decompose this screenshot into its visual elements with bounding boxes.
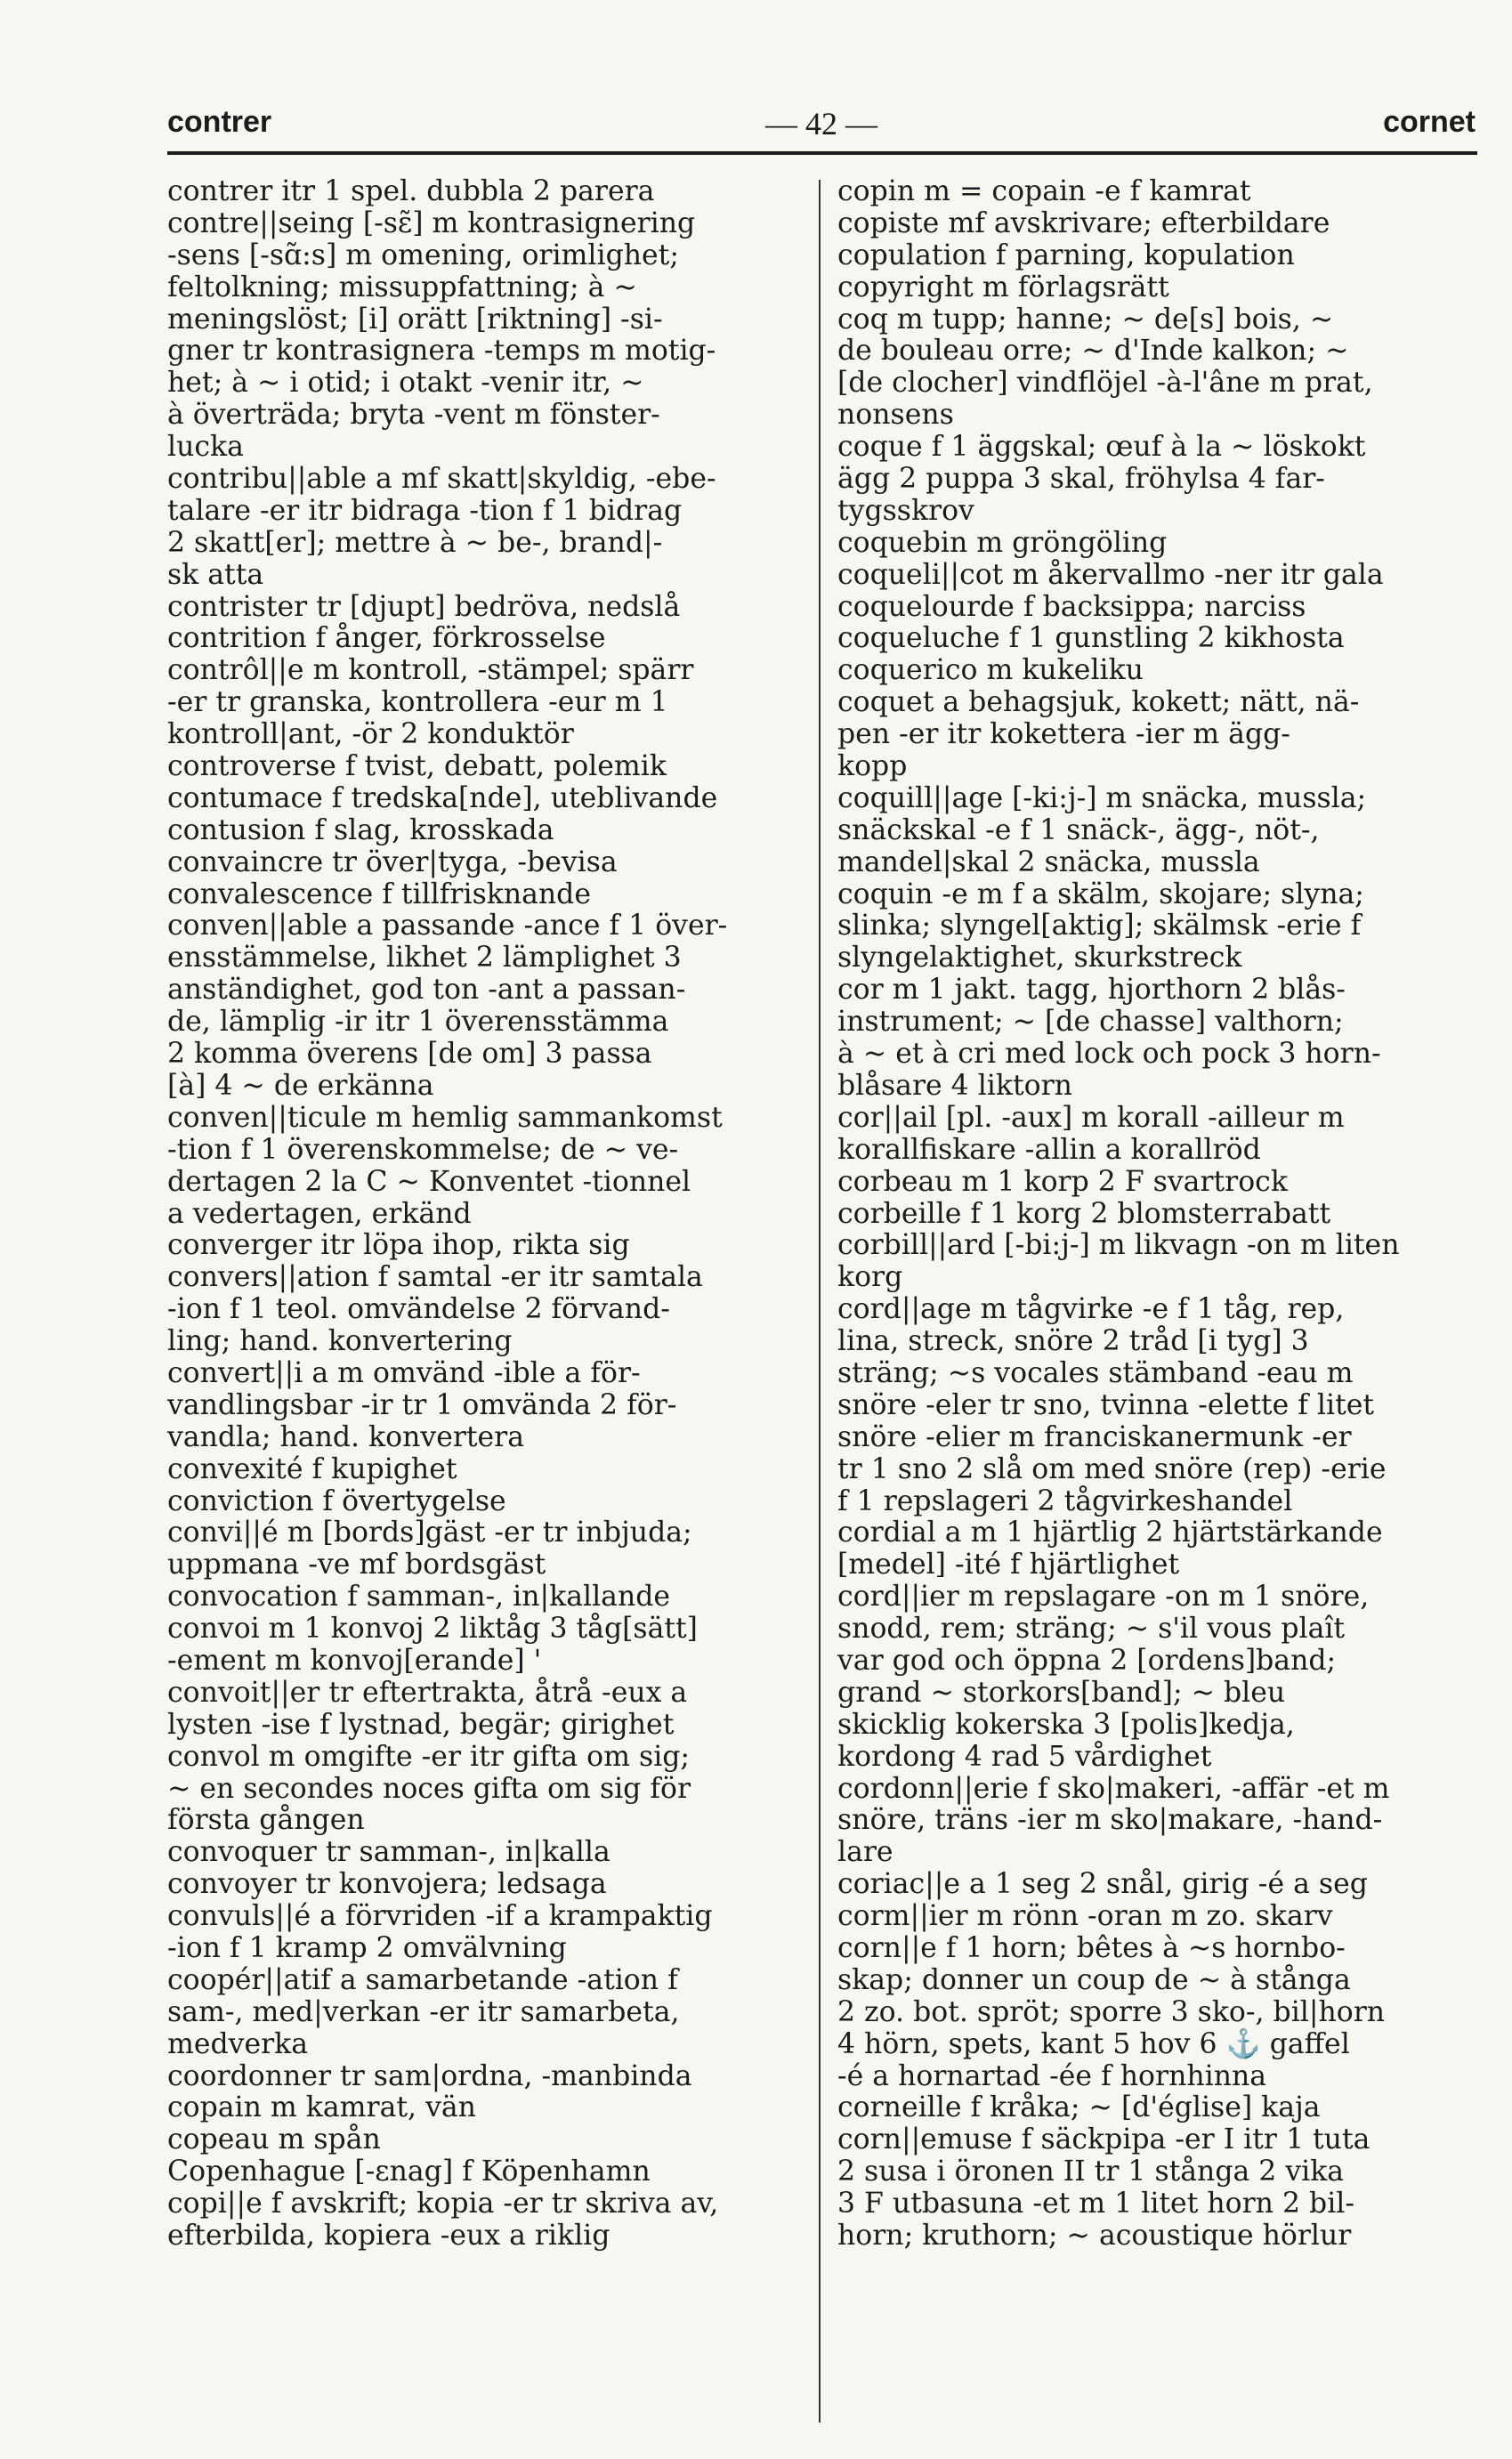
dictionary-line: coriac||e a 1 seg 2 snål, girig -é a seg (837, 1868, 1368, 1901)
dictionary-line: anständighet, god ton -ant a passan- (167, 974, 686, 1007)
dictionary-line: mandel|skal 2 snäcka, mussla (837, 845, 1260, 878)
dictionary-line: [à] 4 ~ de erkänna (167, 1069, 434, 1102)
dictionary-line: snäckskal -e f 1 snäck-, ägg-, nöt-, (837, 813, 1320, 846)
dictionary-line: -tion f 1 överenskommelse; de ~ ve- (167, 1133, 679, 1166)
dictionary-line: nonsens (837, 399, 954, 432)
dictionary-line: kopp (837, 750, 908, 783)
dictionary-line: snöre -eler tr sno, tvinna -elette f litet (837, 1388, 1375, 1421)
dictionary-line: coquelourde f backsippa; narciss (837, 590, 1306, 623)
dictionary-line: korg (837, 1261, 903, 1294)
dictionary-line: dertagen 2 la C ~ Konventet -tionnel (167, 1165, 691, 1198)
dictionary-line: coquerico m kukeliku (837, 654, 1144, 687)
dictionary-line: convoi m 1 konvoj 2 liktåg 3 tåg[sätt] (167, 1613, 698, 1646)
dictionary-line: cordial a m 1 hjärtlig 2 hjärtstärkande (837, 1517, 1383, 1549)
dictionary-line: kontroll|ant, -ör 2 konduktör (167, 718, 574, 751)
dictionary-line: coquill||age [-ki:j-] m snäcka, mussla; (837, 781, 1367, 814)
page-header (167, 105, 1476, 146)
dictionary-line: convoyer tr konvojera; ledsaga (167, 1868, 607, 1901)
dictionary-line: contrister tr [djupt] bedröva, nedslå (167, 590, 681, 623)
dictionary-line: 2 skatt[er]; mettre à ~ be-, brand|- (167, 526, 663, 559)
dictionary-line: copi||e f avskrift; kopia -er tr skriva av, (167, 2188, 719, 2220)
dictionary-line: lucka (167, 431, 244, 464)
dictionary-line: första gången (167, 1804, 365, 1837)
header-first-entry: contrer (167, 105, 272, 139)
dictionary-line: slinka; slyngel[aktig]; skälmsk -erie f (837, 910, 1362, 942)
dictionary-line: à ~ et à cri med lock och pock 3 horn- (837, 1038, 1381, 1071)
dictionary-line: ling; hand. konvertering (167, 1325, 513, 1358)
dictionary-line: 2 komma överens [de om] 3 passa (167, 1038, 652, 1071)
dictionary-line: coq m tupp; hanne; ~ de[s] bois, ~ (837, 303, 1334, 336)
dictionary-line: contrôl||e m kontroll, -stämpel; spärr (167, 654, 694, 687)
dictionary-line: coqueluche f 1 gunstling 2 kikhosta (837, 622, 1345, 655)
dictionary-line: convoit||er tr eftertrakta, åtrå -eux a (167, 1676, 688, 1709)
dictionary-line: corneille f kråka; ~ [d'église] kaja (837, 2091, 1321, 2124)
left-column (167, 176, 808, 2253)
dictionary-line: contrition f ånger, förkrosselse (167, 622, 606, 655)
dictionary-line: contre||seing [-sɛ̃] m kontrasignering (167, 206, 696, 239)
dictionary-line: coopér||atif a samarbetande -ation f (167, 1963, 678, 1996)
dictionary-line: coquin -e m f a skälm, skojare; slyna; (837, 878, 1364, 910)
dictionary-line: coquebin m gröngöling (837, 526, 1168, 559)
dictionary-line: f 1 repslageri 2 tågvirkeshandel (837, 1484, 1293, 1517)
dictionary-line: contrer itr 1 spel. dubbla 2 parera (167, 175, 655, 207)
dictionary-line: snöre, träns -ier m sko|makare, -hand- (837, 1804, 1383, 1837)
dictionary-line: -é a hornartad -ée f hornhinna (837, 2059, 1267, 2092)
dictionary-line: convalescence f tillfrisknande (167, 878, 591, 910)
dictionary-line: [medel] -ité f hjärtlighet (837, 1549, 1180, 1581)
dictionary-line: slyngelaktighet, skurkstreck (837, 942, 1242, 975)
dictionary-line: grand ~ storkors[band]; ~ bleu (837, 1676, 1286, 1709)
dictionary-line: convocation f samman-, in|kallande (167, 1581, 671, 1614)
dictionary-line: pen -er itr kokettera -ier m ägg- (837, 718, 1290, 751)
dictionary-line: lina, streck, snöre 2 tråd [i tyg] 3 (837, 1325, 1309, 1358)
dictionary-line: copulation f parning, kopulation (837, 239, 1295, 271)
dictionary-line: a vedertagen, erkänd (167, 1197, 472, 1230)
dictionary-line: convol m omgifte -er itr gifta om sig; (167, 1740, 691, 1773)
dictionary-line: sk atta (167, 558, 264, 591)
dictionary-line: -ion f 1 kramp 2 omvälvning (167, 1931, 567, 1964)
dictionary-line: snodd, rem; sträng; ~ s'il vous plaît (837, 1613, 1346, 1646)
column-divider (819, 180, 821, 2423)
dictionary-line: cordonn||erie f sko|makeri, -affär -et m (837, 1772, 1390, 1805)
dictionary-line: contribu||able a mf skatt|skyldig, -ebe- (167, 463, 716, 496)
dictionary-line: copin m = copain -e f kamrat (837, 175, 1251, 207)
dictionary-line: 2 zo. bot. spröt; sporre 3 sko-, bil|horn (837, 1995, 1386, 2028)
dictionary-line: het; à ~ i otid; i otakt -venir itr, ~ (167, 367, 644, 400)
dictionary-line: convert||i a m omvänd -ible a för- (167, 1356, 641, 1389)
dictionary-line: conviction f övertygelse (167, 1484, 506, 1517)
dictionary-line: ensstämmelse, likhet 2 lämplighet 3 (167, 942, 682, 975)
dictionary-line: medverka (167, 2027, 309, 2060)
dictionary-line: 3 F utbasuna -et m 1 litet horn 2 bil- (837, 2188, 1354, 2220)
dictionary-line: vandla; hand. konvertera (167, 1420, 525, 1453)
dictionary-line: skap; donner un coup de ~ à stånga (837, 1963, 1351, 1996)
dictionary-line: -ion f 1 teol. omvändelse 2 förvand- (167, 1293, 670, 1326)
dictionary-line: coquet a behagsjuk, kokett; nätt, nä- (837, 686, 1360, 719)
dictionary-line: convoquer tr samman-, in|kalla (167, 1836, 610, 1869)
dictionary-line: controverse f tvist, debatt, polemik (167, 750, 667, 783)
dictionary-line: lare (837, 1836, 893, 1869)
dictionary-line: contumace f tredska[nde], uteblivande (167, 781, 718, 814)
dictionary-line: converger itr löpa ihop, rikta sig (167, 1229, 630, 1262)
dictionary-line: corbeille f 1 korg 2 blomsterrabatt (837, 1197, 1331, 1230)
dictionary-line: talare -er itr bidraga -tion f 1 bidrag (167, 494, 683, 527)
dictionary-line: copyright m förlagsrätt (837, 271, 1169, 303)
header-rule (167, 151, 1477, 155)
dictionary-line: copain m kamrat, vän (167, 2091, 476, 2124)
dictionary-line: uppmana -ve mf bordsgäst (167, 1549, 546, 1581)
dictionary-line: copiste mf avskrivare; efterbildare (837, 206, 1330, 239)
dictionary-line: cor||ail [pl. -aux] m korall -ailleur m (837, 1101, 1345, 1134)
dictionary-line: de, lämplig -ir itr 1 överensstämma (167, 1006, 669, 1039)
dictionary-line: vandlingsbar -ir tr 1 omvända 2 för- (167, 1388, 677, 1421)
dictionary-line: corn||emuse f säckpipa -er I itr 1 tuta (837, 2123, 1371, 2156)
dictionary-line: conven||able a passande -ance f 1 över- (167, 910, 728, 942)
dictionary-line: corbill||ard [-bi:j-] m likvagn -on m liten (837, 1229, 1400, 1262)
dictionary-line: ägg 2 puppa 3 skal, fröhylsa 4 far- (837, 463, 1325, 496)
dictionary-line: convi||é m [bords]gäst -er tr inbjuda; (167, 1517, 692, 1549)
dictionary-line: coordonner tr sam|ordna, -manbinda (167, 2059, 692, 2092)
dictionary-line: contusion f slag, krosskada (167, 813, 554, 846)
dictionary-line: conven||ticule m hemlig sammankomst (167, 1101, 723, 1134)
dictionary-line: 4 hörn, spets, kant 5 hov 6 ⚓ gaffel (837, 2027, 1350, 2060)
dictionary-line: gner tr kontrasignera -temps m motig- (167, 335, 716, 368)
dictionary-line: Copenhague [-ɛnag] f Köpenhamn (167, 2156, 651, 2188)
dictionary-line: -ement m konvoj[erande] ' (167, 1644, 542, 1677)
dictionary-line: corm||ier m rönn -oran m zo. skarv (837, 1900, 1333, 1933)
dictionary-line: -er tr granska, kontrollera -eur m 1 (167, 686, 668, 719)
dictionary-line: var god och öppna 2 [ordens]band; (837, 1644, 1337, 1677)
dictionary-line: snöre -elier m franciskanermunk -er (837, 1420, 1352, 1453)
dictionary-line: horn; kruthorn; ~ acoustique hörlur (837, 2220, 1352, 2252)
dictionary-line: de bouleau orre; ~ d'Inde kalkon; ~ (837, 335, 1349, 368)
dictionary-line: feltolkning; missuppfattning; à ~ (167, 271, 637, 303)
dictionary-line: tygsskrov (837, 494, 974, 527)
dictionary-line: cor m 1 jakt. tagg, hjorthorn 2 blås- (837, 974, 1346, 1007)
dictionary-line: sam-, med|verkan -er itr samarbeta, (167, 1995, 680, 2028)
dictionary-line: convaincre tr över|tyga, -bevisa (167, 845, 618, 878)
header-last-entry: cornet (1383, 105, 1476, 139)
dictionary-line: kordong 4 rad 5 vårdighet (837, 1740, 1212, 1773)
dictionary-line: lysten -ise f lystnad, begär; girighet (167, 1708, 675, 1741)
dictionary-line: efterbilda, kopiera -eux a riklig (167, 2220, 610, 2252)
dictionary-line: coqueli||cot m åkervallmo -ner itr gala (837, 558, 1384, 591)
dictionary-line: corn||e f 1 horn; bêtes à ~s hornbo- (837, 1931, 1346, 1964)
dictionary-line: copeau m spån (167, 2123, 381, 2156)
dictionary-line: blåsare 4 liktorn (837, 1069, 1072, 1102)
dictionary-line: convers||ation f samtal -er itr samtala (167, 1261, 703, 1294)
dictionary-line: cord||age m tågvirke -e f 1 tåg, rep, (837, 1293, 1345, 1326)
dictionary-line: skicklig kokerska 3 [polis]kedja, (837, 1708, 1295, 1741)
dictionary-line: meningslöst; [i] orätt [riktning] -si- (167, 303, 663, 336)
dictionary-line: tr 1 sno 2 slå om med snöre (rep) -erie (837, 1452, 1387, 1485)
dictionary-line: instrument; ~ [de chasse] valthorn; (837, 1006, 1344, 1039)
dictionary-line: coque f 1 äggskal; œuf à la ~ löskokt (837, 431, 1366, 464)
dictionary-line: à överträda; bryta -vent m fönster- (167, 399, 660, 432)
dictionary-line: convexité f kupighet (167, 1452, 457, 1485)
dictionary-line: korallfiskare -allin a korallröd (837, 1133, 1261, 1166)
dictionary-line: corbeau m 1 korp 2 F svartrock (837, 1165, 1288, 1198)
right-column (837, 176, 1478, 2253)
dictionary-line: sträng; ~s vocales stämband -eau m (837, 1356, 1354, 1389)
dictionary-line: cord||ier m repslagare -on m 1 snöre, (837, 1581, 1370, 1614)
dictionary-line: 2 susa i öronen II tr 1 stånga 2 vika (837, 2156, 1345, 2188)
page-number: — 42 — (765, 106, 877, 142)
dictionary-line: ~ en secondes noces gifta om sig för (167, 1772, 691, 1805)
dictionary-line: convuls||é a förvriden -if a krampaktig (167, 1900, 713, 1933)
dictionary-line: -sens [-sɑ̃:s] m omening, orimlighet; (167, 239, 679, 271)
dictionary-line: [de clocher] vindflöjel -à-l'âne m prat, (837, 367, 1373, 400)
